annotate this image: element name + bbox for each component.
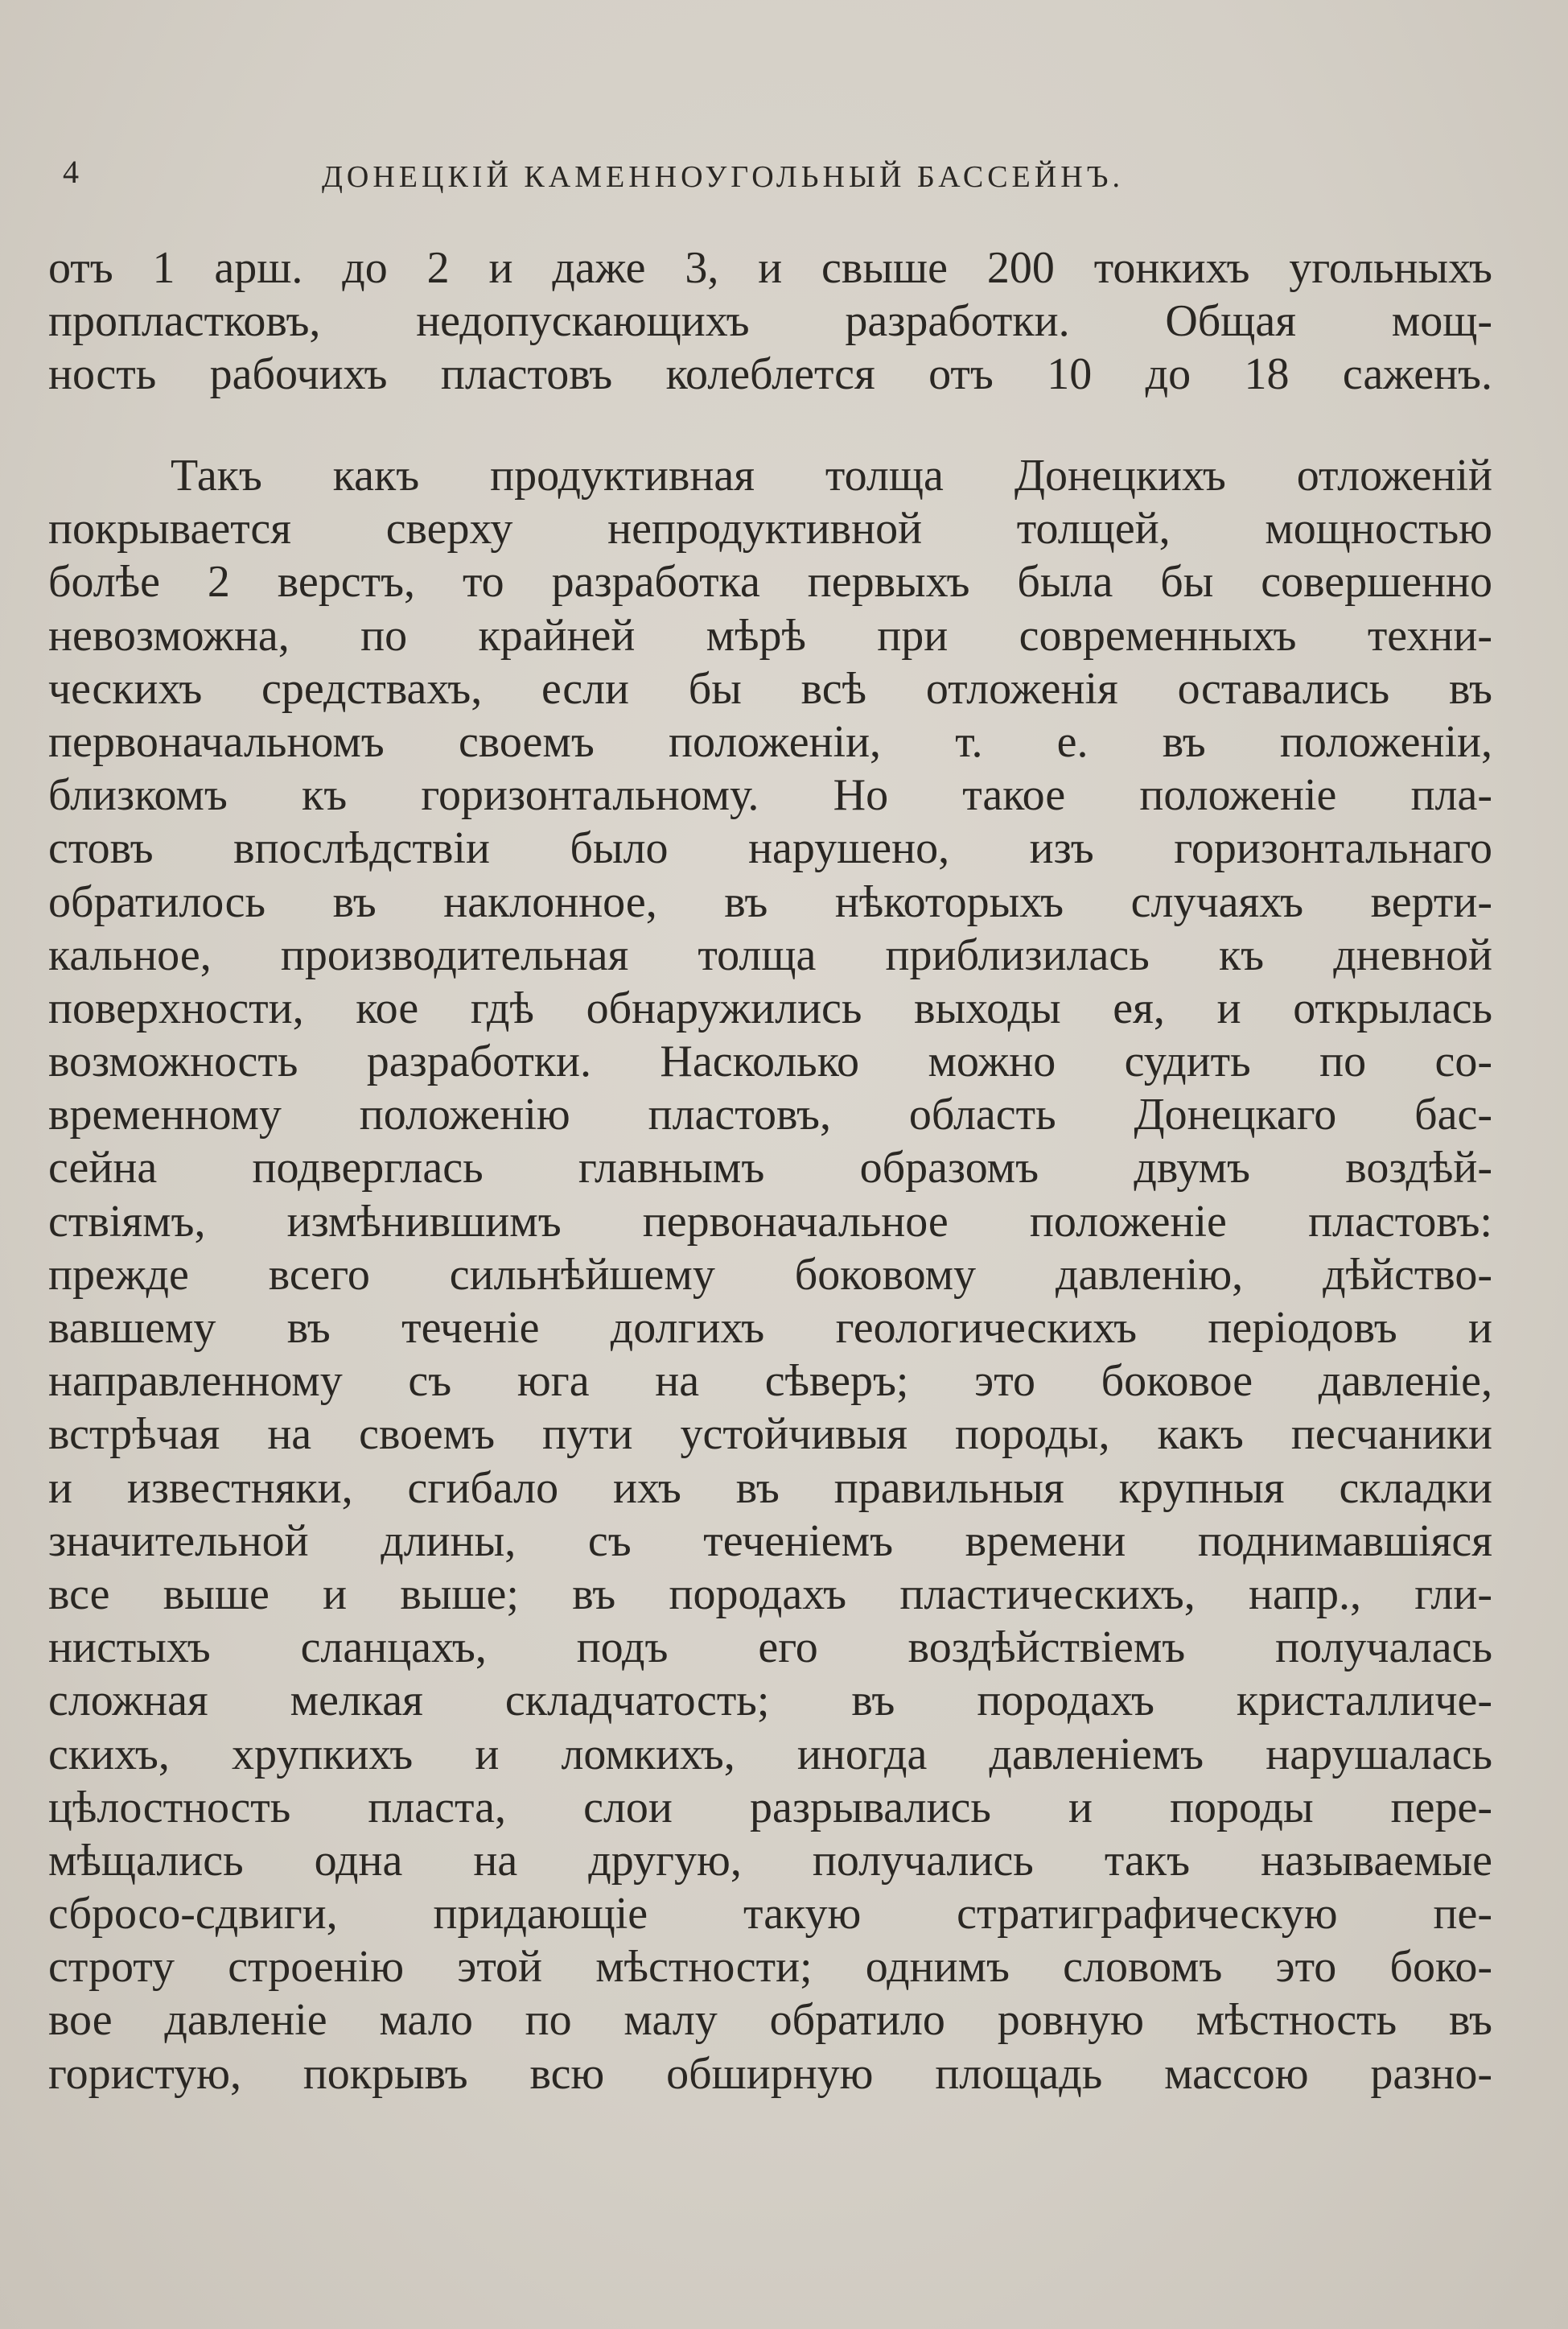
text-line: гористую, покрывъ всю обширную площадь массою разно- <box>48 2048 1492 2099</box>
text-line: сейна подверглась главнымъ образомъ двумъ воздѣй- <box>48 1143 1492 1193</box>
text-line: Такъ какъ продуктивная толща Донецкихъ отложеній <box>171 451 1492 501</box>
text-line: ческихъ средствахъ, если бы всѣ отложенія оставались въ <box>48 663 1492 714</box>
text-line: обратилось въ наклонное, въ нѣкоторыхъ случаяхъ верти- <box>48 876 1492 927</box>
text-line: вое давленіе мало по малу обратило ровную мѣстность въ <box>48 1995 1492 2046</box>
text-line: цѣлостность пласта, слои разрывались и породы пере- <box>48 1782 1492 1832</box>
text-line: поверхности, кое гдѣ обнаружились выходы ея, и открылась <box>48 983 1492 1033</box>
text-line: строту строенію этой мѣстности; однимъ словомъ это боко- <box>48 1942 1492 1993</box>
text-line: вавшему въ теченіе долгихъ геологическихъ періодовъ и <box>48 1303 1492 1353</box>
text-line: возможность разработки. Насколько можно судить по со- <box>48 1037 1492 1087</box>
paragraph-2 <box>48 449 1492 2100</box>
text-line: встрѣчая на своемъ пути устойчивыя породы, какъ песчаники <box>48 1409 1492 1460</box>
text-line: невозможна, по крайней мѣрѣ при современныхъ техни- <box>48 610 1492 661</box>
text-line: скихъ, хрупкихъ и ломкихъ, иногда давленіемъ нарушалась <box>48 1729 1492 1779</box>
text-line: сложная мелкая складчатость; въ породахъ кристалличе- <box>48 1676 1492 1726</box>
text-line: временному положенію пластовъ, область Донецкаго бас- <box>48 1090 1492 1140</box>
text-line: болѣе 2 верстъ, то разработка первыхъ была бы совершенно <box>48 557 1492 608</box>
text-line: значительной длины, съ теченіемъ времени поднимавшіяся <box>48 1515 1492 1566</box>
text-line: все выше и выше; въ породахъ пластическихъ, напр., гли- <box>48 1568 1492 1619</box>
text-line: мѣщались одна на другую, получались такъ называемые <box>48 1835 1492 1886</box>
running-title: ДОНЕЦКІЙ КАМЕННОУГОЛЬНЫЙ БАССЕЙНЪ. <box>322 160 1124 194</box>
text-line: кальное, производительная толща приблизилась къ дневной <box>48 930 1492 980</box>
text-line: близкомъ къ горизонтальному. Но такое положеніе пла- <box>48 770 1492 821</box>
page-header <box>63 153 1511 201</box>
text-line: пропластковъ, недопускающихъ разработки. Общая мощ- <box>48 296 1492 347</box>
paragraph-1 <box>48 241 1492 402</box>
text-line: и известняки, сгибало ихъ въ правильныя крупныя складки <box>48 1462 1492 1513</box>
page-number: 4 <box>63 154 79 190</box>
text-line: первоначальномъ своемъ положеніи, т. е. въ положеніи, <box>48 716 1492 767</box>
text-line: покрывается сверху непродуктивной толщей, мощностью <box>48 504 1492 554</box>
text-line: прежде всего сильнѣйшему боковому давленію, дѣйство- <box>48 1249 1492 1300</box>
text-line: стовъ впослѣдствіи было нарушено, изъ горизонтальнаго <box>48 823 1492 874</box>
text-line: отъ 1 арш. до 2 и даже 3, и свыше 200 тонкихъ угольныхъ <box>48 243 1492 293</box>
text-line: нистыхъ сланцахъ, подъ его воздѣйствіемъ получалась <box>48 1622 1492 1673</box>
text-line: направленному съ юга на сѣверъ; это боковое давленіе, <box>48 1356 1492 1407</box>
text-line: сбросо-сдвиги, придающіе такую стратиграфическую пе- <box>48 1889 1492 1939</box>
text-line: ствіямъ, измѣнившимъ первоначальное положеніе пластовъ: <box>48 1196 1492 1247</box>
text-line: ность рабочихъ пластовъ колеблется отъ 10 до 18 саженъ. <box>48 349 1492 400</box>
